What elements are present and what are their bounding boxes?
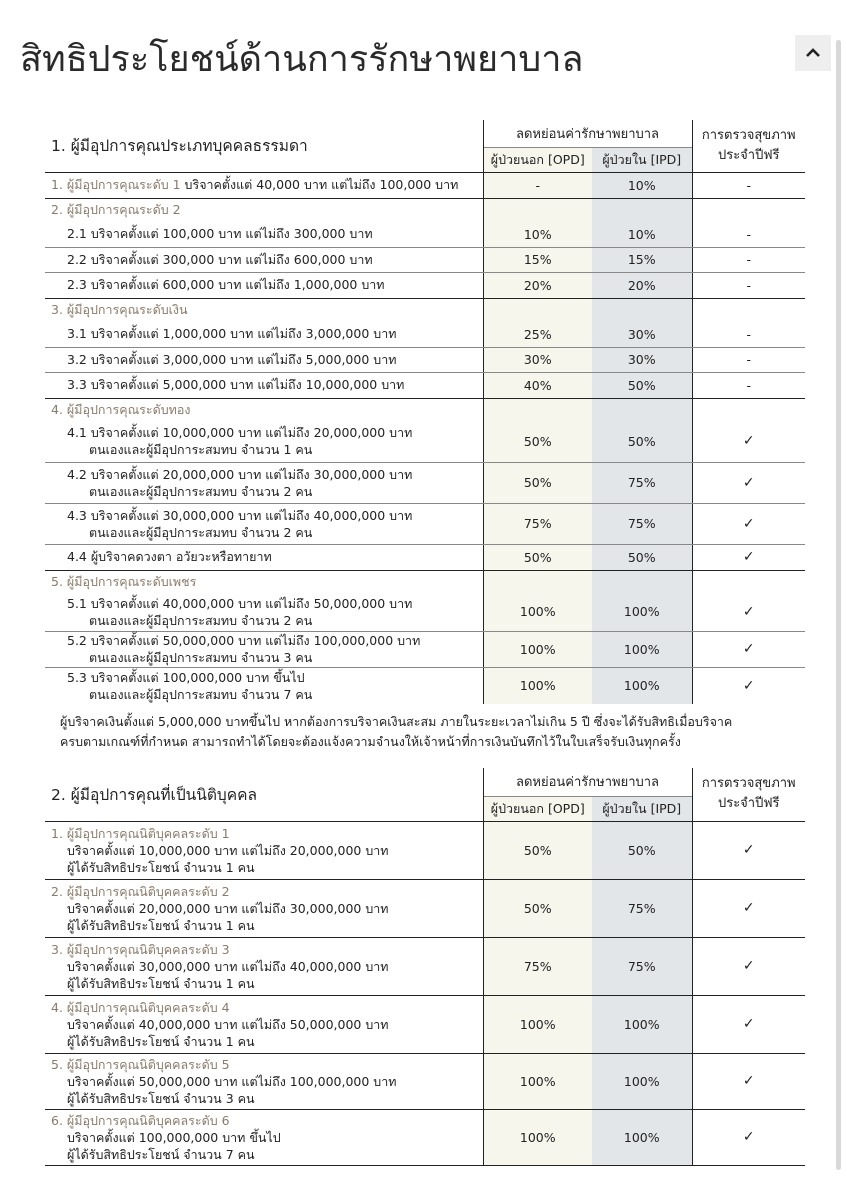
opd-value: 20% [483, 272, 592, 298]
checkup-value: - [692, 322, 805, 347]
table-row [45, 1109, 805, 1165]
checkup-value: ✓ [692, 879, 805, 937]
row-desc [45, 879, 483, 937]
row-desc: 3.3 บริจาคตั้งแต่ 5,000,000 บาท แต่ไม่ถึง 10,000,000 บาท [45, 372, 483, 398]
checkup-value: ✓ [692, 421, 805, 462]
opd-value: 75% [483, 503, 592, 544]
group-row [45, 298, 805, 322]
level-label: 6. ผู้มีอุปการคุณนิติบุคคลระดับ 6 [51, 1112, 230, 1128]
row-line1: บริจาคตั้งแต่ 20,000,000 บาท แต่ไม่ถึง 30,000,000 บาท [67, 900, 389, 916]
donation-note [60, 712, 800, 752]
table-row [45, 995, 805, 1053]
row-desc [45, 1053, 483, 1109]
row-desc: 4.4 ผู้บริจาคดวงตา อวัยวะหรือทายาท [45, 544, 483, 570]
row-desc [45, 995, 483, 1053]
opd-value: 15% [483, 247, 592, 272]
group-row [45, 198, 805, 222]
table-row [45, 372, 805, 398]
ipd-value: 15% [592, 247, 692, 272]
section-heading: 1. ผู้มีอุปการคุณประเภทบุคคลธรรมดา [45, 120, 483, 172]
ipd-header: ผู้ป่วยใน [IPD] [592, 147, 692, 172]
individual-benefits-table [45, 120, 805, 704]
opd-value: 50% [483, 462, 592, 503]
row-desc: 3.1 บริจาคตั้งแต่ 1,000,000 บาท แต่ไม่ถึง 3,000,000 บาท [45, 322, 483, 347]
checkup-value: - [692, 347, 805, 372]
opd-value: 30% [483, 347, 592, 372]
row-line1: บริจาคตั้งแต่ 100,000,000 บาท ขึ้นไป [67, 1129, 281, 1145]
group-row [45, 398, 805, 421]
row-line1: 5.3 บริจาคตั้งแต่ 100,000,000 บาท ขึ้นไป [67, 669, 305, 685]
ipd-value: 100% [592, 1053, 692, 1109]
checkup-value: ✓ [692, 544, 805, 570]
table-row [45, 322, 805, 347]
row-line2: ผู้ได้รับสิทธิประโยชน์ จำนวน 7 คน [67, 1146, 255, 1162]
row-line1: 4.1 บริจาคตั้งแต่ 10,000,000 บาท แต่ไม่ถึง 20,000,000 บาท [67, 425, 413, 441]
row-desc: 2.1 บริจาคตั้งแต่ 100,000 บาท แต่ไม่ถึง 300,000 บาท [45, 222, 483, 247]
row-desc [45, 821, 483, 879]
group-header: ลดหย่อนค่ารักษาพยาบาล [483, 768, 692, 796]
table-row [45, 879, 805, 937]
checkup-value: - [692, 272, 805, 298]
collapse-button[interactable] [795, 35, 831, 71]
table-row [45, 1053, 805, 1109]
opd-value: 100% [483, 1109, 592, 1165]
row-line1: 5.1 บริจาคตั้งแต่ 40,000,000 บาท แต่ไม่ถึง 50,000,000 บาท [67, 595, 413, 611]
opd-value: 100% [483, 593, 592, 631]
corporate-benefits-table [45, 768, 805, 1166]
checkup-header [692, 768, 805, 821]
row-desc [45, 937, 483, 995]
opd-header: ผู้ป่วยนอก [OPD] [483, 147, 592, 172]
opd-value: 10% [483, 222, 592, 247]
row-line1: 4.3 บริจาคตั้งแต่ 30,000,000 บาท แต่ไม่ถึง 40,000,000 บาท [67, 507, 413, 523]
opd-value: 40% [483, 372, 592, 398]
checkup-value: - [692, 222, 805, 247]
row-desc [45, 667, 483, 704]
row-line1: บริจาคตั้งแต่ 30,000,000 บาท แต่ไม่ถึง 40,000,000 บาท [67, 958, 389, 974]
checkup-header-line1: การตรวจสุขภาพ [701, 776, 796, 792]
row-line2: ผู้ได้รับสิทธิประโยชน์ จำนวน 1 คน [67, 975, 255, 991]
row-desc [45, 421, 483, 462]
opd-value: - [483, 172, 592, 198]
ipd-value: 100% [592, 995, 692, 1053]
ipd-value: 100% [592, 593, 692, 631]
table-row [45, 462, 805, 503]
checkup-value: ✓ [692, 1109, 805, 1165]
group-label: 3. ผู้มีอุปการคุณระดับเงิน [51, 302, 188, 318]
row-desc [45, 1109, 483, 1165]
row-line2: ผู้ได้รับสิทธิประโยชน์ จำนวน 3 คน [67, 1090, 255, 1106]
table-row [45, 421, 805, 462]
chevron-up-icon [805, 45, 821, 61]
opd-value: 50% [483, 879, 592, 937]
ipd-value: 50% [592, 821, 692, 879]
ipd-value: 75% [592, 937, 692, 995]
table-row [45, 222, 805, 247]
table-row [45, 347, 805, 372]
group-label: 4. ผู้มีอุปการคุณระดับทอง [51, 401, 191, 417]
opd-value: 100% [483, 995, 592, 1053]
checkup-value: ✓ [692, 821, 805, 879]
row-line2: ตนเองและผู้มีอุปการะสมทบ จำนวน 2 คน [89, 612, 313, 628]
note-line2: ครบตามเกณฑ์ที่กำหนด สามารถทำได้โดยจะต้องแจ้งความจำนงให้เจ้าหน้าที่การเงินบันทึกไว้ในใบเสร็จรับเงินทุกครั้ง [60, 734, 681, 749]
checkup-value: ✓ [692, 631, 805, 667]
checkup-header-line2: ประจำปีฟรี [717, 147, 780, 163]
checkup-value: - [692, 247, 805, 272]
ipd-value: 10% [592, 172, 692, 198]
row-line2: ตนเองและผู้มีอุปการะสมทบ จำนวน 2 คน [89, 483, 313, 499]
ipd-value: 50% [592, 421, 692, 462]
ipd-value: 30% [592, 347, 692, 372]
row-line1: บริจาคตั้งแต่ 50,000,000 บาท แต่ไม่ถึง 100,000,000 บาท [67, 1073, 397, 1089]
opd-value: 100% [483, 1053, 592, 1109]
group-header: ลดหย่อนค่ารักษาพยาบาล [483, 120, 692, 147]
table-row [45, 503, 805, 544]
opd-value: 25% [483, 322, 592, 347]
row-line2: ตนเองและผู้มีอุปการะสมทบ จำนวน 1 คน [89, 442, 313, 458]
checkup-value: ✓ [692, 667, 805, 704]
level-label: 5. ผู้มีอุปการคุณนิติบุคคลระดับ 5 [51, 1056, 230, 1072]
row-desc [45, 503, 483, 544]
ipd-value: 100% [592, 631, 692, 667]
opd-value: 50% [483, 421, 592, 462]
table-row [45, 821, 805, 879]
level-desc: บริจาคตั้งแต่ 40,000 บาท แต่ไม่ถึง 100,000 บาท [180, 177, 459, 192]
ipd-value: 30% [592, 322, 692, 347]
note-line1: ผู้บริจาคเงินตั้งแต่ 5,000,000 บาทขึ้นไป หากต้องการบริจาคเงินสะสม ภายในระยะเวลาไม่เกิน 5 ปี ซึ่งจะได้รับสิทธิเมื่อบริจาค [60, 714, 733, 729]
row-line1: 4.2 บริจาคตั้งแต่ 20,000,000 บาท แต่ไม่ถึง 30,000,000 บาท [67, 466, 413, 482]
table-row [45, 272, 805, 298]
ipd-value: 100% [592, 1109, 692, 1165]
level-label: 1. ผู้มีอุปการคุณนิติบุคคลระดับ 1 [51, 825, 230, 841]
opd-value: 100% [483, 631, 592, 667]
ipd-value: 50% [592, 372, 692, 398]
checkup-value: - [692, 372, 805, 398]
ipd-value: 20% [592, 272, 692, 298]
row-line2: ตนเองและผู้มีอุปการะสมทบ จำนวน 7 คน [89, 686, 313, 702]
opd-value: 50% [483, 544, 592, 570]
ipd-header: ผู้ป่วยใน [IPD] [592, 796, 692, 821]
section-heading: 2. ผู้มีอุปการคุณที่เป็นนิติบุคคล [45, 768, 483, 821]
scrollbar[interactable] [836, 40, 841, 1170]
table-row [45, 172, 805, 198]
checkup-value: - [692, 172, 805, 198]
opd-header: ผู้ป่วยนอก [OPD] [483, 796, 592, 821]
checkup-value: ✓ [692, 503, 805, 544]
row-desc: 3.2 บริจาคตั้งแต่ 3,000,000 บาท แต่ไม่ถึง 5,000,000 บาท [45, 347, 483, 372]
table-row [45, 631, 805, 667]
opd-value: 50% [483, 821, 592, 879]
row-desc [45, 593, 483, 631]
checkup-header-line1: การตรวจสุขภาพ [701, 127, 796, 143]
row-desc [45, 462, 483, 503]
checkup-value: ✓ [692, 593, 805, 631]
table-row [45, 593, 805, 631]
row-desc: 2.2 บริจาคตั้งแต่ 300,000 บาท แต่ไม่ถึง 600,000 บาท [45, 247, 483, 272]
checkup-header-line2: ประจำปีฟรี [717, 796, 780, 812]
level-label: 1. ผู้มีอุปการคุณระดับ 1 [51, 177, 181, 192]
row-line1: บริจาคตั้งแต่ 40,000,000 บาท แต่ไม่ถึง 50,000,000 บาท [67, 1016, 389, 1032]
table-row [45, 937, 805, 995]
row-line2: ผู้ได้รับสิทธิประโยชน์ จำนวน 1 คน [67, 917, 255, 933]
row-line2: ผู้ได้รับสิทธิประโยชน์ จำนวน 1 คน [67, 859, 255, 875]
page-title: สิทธิประโยชน์ด้านการรักษาพยาบาล [20, 39, 584, 80]
ipd-value: 75% [592, 503, 692, 544]
table-row [45, 667, 805, 704]
table-row [45, 544, 805, 570]
group-label: 2. ผู้มีอุปการคุณระดับ 2 [51, 202, 181, 218]
checkup-value: ✓ [692, 937, 805, 995]
checkup-value: ✓ [692, 995, 805, 1053]
row-line1: 5.2 บริจาคตั้งแต่ 50,000,000 บาท แต่ไม่ถึง 100,000,000 บาท [67, 633, 421, 648]
ipd-value: 10% [592, 222, 692, 247]
row-line2: ตนเองและผู้มีอุปการะสมทบ จำนวน 2 คน [89, 524, 313, 540]
ipd-value: 75% [592, 879, 692, 937]
row-line1: บริจาคตั้งแต่ 10,000,000 บาท แต่ไม่ถึง 20,000,000 บาท [67, 842, 389, 858]
row-desc: 2.3 บริจาคตั้งแต่ 600,000 บาท แต่ไม่ถึง 1,000,000 บาท [45, 272, 483, 298]
ipd-value: 50% [592, 544, 692, 570]
ipd-value: 75% [592, 462, 692, 503]
group-row [45, 570, 805, 593]
table-row [45, 247, 805, 272]
checkup-value: ✓ [692, 1053, 805, 1109]
row-desc [45, 172, 483, 198]
opd-value: 100% [483, 667, 592, 704]
ipd-value: 100% [592, 667, 692, 704]
group-label: 5. ผู้มีอุปการคุณระดับเพชร [51, 573, 197, 589]
row-line2: ผู้ได้รับสิทธิประโยชน์ จำนวน 1 คน [67, 1033, 255, 1049]
row-desc [45, 631, 483, 667]
level-label: 3. ผู้มีอุปการคุณนิติบุคคลระดับ 3 [51, 941, 230, 957]
level-label: 4. ผู้มีอุปการคุณนิติบุคคลระดับ 4 [51, 999, 230, 1015]
opd-value: 75% [483, 937, 592, 995]
row-line2: ตนเองและผู้มีอุปการะสมทบ จำนวน 3 คน [89, 650, 313, 665]
checkup-header [692, 120, 805, 172]
level-label: 2. ผู้มีอุปการคุณนิติบุคคลระดับ 2 [51, 883, 230, 899]
checkup-value: ✓ [692, 462, 805, 503]
